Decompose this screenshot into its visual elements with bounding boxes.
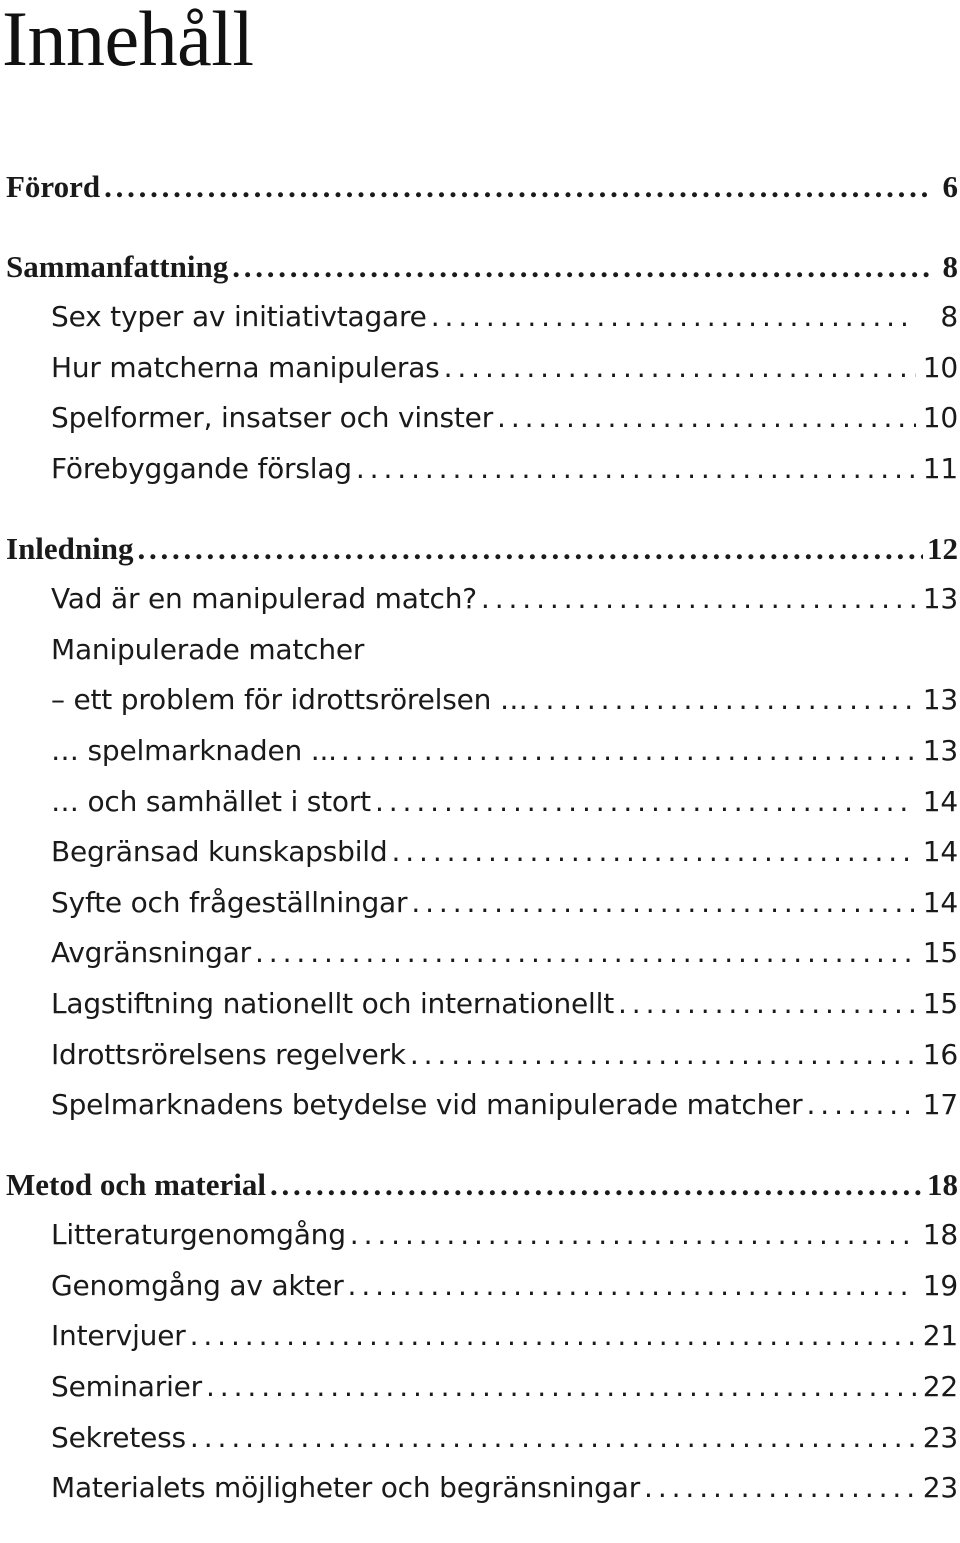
toc-section-forord <box>0 162 960 213</box>
toc-heading-page: 8 <box>942 248 958 284</box>
toc-item-text: Lagstiftning nationellt och internationellt <box>51 986 614 1020</box>
dot-leader <box>532 675 916 726</box>
toc-item-text: Intervjuer <box>51 1319 186 1353</box>
dot-leader <box>391 827 916 878</box>
dot-leader <box>444 343 916 394</box>
toc-item[interactable] <box>0 726 960 777</box>
toc-item-page: 14 <box>922 885 958 919</box>
dot-leader <box>481 574 916 625</box>
toc-item-text: Hur matcherna manipuleras <box>51 350 440 384</box>
toc-item-page: 19 <box>922 1268 958 1302</box>
toc-heading-text: Sammanfattning <box>6 248 229 284</box>
toc-item-page: 14 <box>922 835 958 869</box>
toc-item-text: … spelmarknaden ... <box>51 733 337 767</box>
dot-leader <box>410 1030 916 1081</box>
toc-item-text: Manipulerade matcher <box>51 632 365 666</box>
toc-item-page: 21 <box>922 1319 958 1353</box>
toc-item[interactable] <box>0 1463 960 1514</box>
toc-item-text: Idrottsrörelsens regelverk <box>51 1037 406 1071</box>
toc-item-page: 23 <box>922 1471 958 1505</box>
toc-section-metod <box>0 1160 960 1514</box>
dot-leader <box>375 777 916 828</box>
toc-heading[interactable] <box>0 524 960 575</box>
dot-leader <box>190 1413 916 1464</box>
dot-leader <box>270 1160 923 1211</box>
toc-item-text: Begränsad kunskapsbild <box>51 835 388 869</box>
toc-item-text: Syfte och frågeställningar <box>51 885 408 919</box>
toc-heading[interactable] <box>0 162 960 213</box>
toc-item-page: 17 <box>922 1088 958 1122</box>
toc-item-text: Seminarier <box>51 1370 202 1404</box>
toc-item-text: Sex typer av initiativtagare <box>51 300 427 334</box>
toc-heading-page: 6 <box>942 169 958 204</box>
dot-leader <box>104 162 932 213</box>
toc-item-text: Spelformer, insatser och vinster <box>51 401 494 435</box>
toc-item-text: Avgränsningar <box>51 936 251 970</box>
toc-item-text: Litteraturgenomgång <box>51 1218 346 1252</box>
table-of-contents <box>0 162 960 1543</box>
dot-leader <box>348 1261 916 1312</box>
toc-item[interactable] <box>0 574 960 625</box>
toc-item[interactable] <box>0 979 960 1030</box>
toc-item[interactable] <box>0 343 960 394</box>
toc-item[interactable] <box>0 1080 960 1131</box>
page-title: Innehåll <box>2 0 254 82</box>
dot-leader <box>350 1210 916 1261</box>
toc-item-text: … och samhället i stort <box>51 784 371 818</box>
toc-item-page: 16 <box>922 1037 958 1071</box>
toc-item-text: Genomgång av akter <box>51 1268 344 1302</box>
toc-item-page: 10 <box>922 401 958 435</box>
dot-leader <box>138 524 923 575</box>
toc-item-page: 15 <box>922 986 958 1020</box>
toc-item-page: 23 <box>922 1420 958 1454</box>
toc-item-no-page[interactable] <box>0 625 960 676</box>
toc-item-page: 8 <box>940 300 958 334</box>
toc-item-page: 14 <box>922 784 958 818</box>
toc-item-page: 13 <box>922 582 958 616</box>
toc-item-text: Sekretess <box>51 1420 186 1454</box>
toc-item-page: 10 <box>922 350 958 384</box>
toc-item[interactable] <box>0 393 960 444</box>
toc-heading-page: 18 <box>927 1166 958 1202</box>
toc-heading-text: Inledning <box>6 530 134 566</box>
toc-item[interactable] <box>0 1030 960 1081</box>
toc-item[interactable] <box>0 675 960 726</box>
dot-leader <box>497 393 916 444</box>
toc-section-sammanfattning <box>0 242 960 495</box>
toc-heading[interactable] <box>0 1160 960 1211</box>
toc-item-text: Spelmarknadens betydelse vid manipulerade matcher <box>51 1088 803 1122</box>
toc-item[interactable] <box>0 827 960 878</box>
dot-leader <box>255 928 916 979</box>
toc-item-page: 13 <box>922 733 958 767</box>
toc-item[interactable] <box>0 444 960 495</box>
toc-item-text: Materialets möjligheter och begränsningar <box>51 1471 641 1505</box>
dot-leader <box>232 242 932 293</box>
toc-item-page: 15 <box>922 936 958 970</box>
dot-leader <box>806 1080 916 1131</box>
toc-item-text: Vad är en manipulerad match? <box>51 582 477 616</box>
toc-item-page: 11 <box>922 451 958 485</box>
toc-item[interactable] <box>0 928 960 979</box>
toc-item-page: 13 <box>922 683 958 717</box>
toc-item[interactable] <box>0 777 960 828</box>
dot-leader <box>341 726 916 777</box>
dot-leader <box>644 1463 916 1514</box>
toc-heading-text: Metod och material <box>6 1166 266 1202</box>
dot-leader <box>190 1311 916 1362</box>
toc-heading[interactable] <box>0 242 960 293</box>
toc-item-page: 18 <box>922 1218 958 1252</box>
toc-heading-page: 12 <box>927 530 958 566</box>
toc-item[interactable] <box>0 1311 960 1362</box>
toc-section-inledning <box>0 524 960 1131</box>
dot-leader <box>618 979 916 1030</box>
toc-item[interactable] <box>0 1261 960 1312</box>
toc-item[interactable] <box>0 1362 960 1413</box>
dot-leader <box>431 292 916 343</box>
toc-item[interactable] <box>0 1210 960 1261</box>
toc-heading-text: Förord <box>6 169 101 204</box>
dot-leader <box>356 444 916 495</box>
toc-item-text: Förebyggande förslag <box>51 451 352 485</box>
toc-item[interactable] <box>0 878 960 929</box>
toc-item-page: 22 <box>922 1370 958 1404</box>
dot-leader <box>206 1362 916 1413</box>
toc-item[interactable] <box>0 1413 960 1464</box>
toc-item-text: – ett problem för idrottsrörelsen … <box>51 683 528 717</box>
dot-leader <box>411 878 916 929</box>
toc-item[interactable] <box>0 292 960 343</box>
